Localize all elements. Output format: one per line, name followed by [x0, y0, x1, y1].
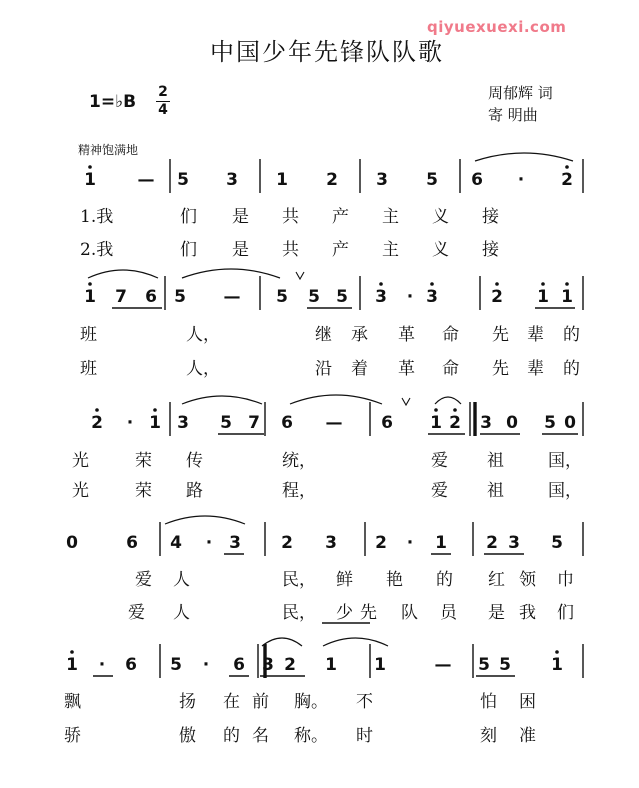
- note-r2-13: 5: [544, 413, 556, 433]
- note-r2-8: 6: [381, 413, 393, 433]
- note-r1-9: ·: [406, 287, 414, 307]
- slur-r2-2: [435, 397, 461, 404]
- lyric-v1-r1-7: 辈: [527, 325, 544, 345]
- note-r1-8: 3: [375, 287, 387, 307]
- note-r0-5: 2: [326, 170, 338, 190]
- note-r1-10: 3: [426, 287, 438, 307]
- lyric-v1-r2-6: 国，: [548, 451, 582, 471]
- note-r3-0: 0: [66, 533, 78, 553]
- lyric-v2-r0-0: 2.我: [80, 240, 114, 260]
- lyric-v1-r3-6: 红: [488, 570, 505, 590]
- note-r3-8: ·: [406, 533, 414, 553]
- lyric-v2-r2-1: 荣: [135, 481, 152, 501]
- note-r3-4: 3: [229, 533, 241, 553]
- lyric-v1-r1-6: 先: [492, 325, 509, 345]
- lyric-v2-r0-1: 们: [180, 240, 197, 260]
- slur-r3-0: [165, 516, 245, 524]
- lyric-v2-r3-6: 员: [440, 603, 457, 623]
- note-r2-11: 3: [480, 413, 492, 433]
- note-r0-6: 3: [376, 170, 388, 190]
- note-r3-5: 2: [281, 533, 293, 553]
- octave-dot-r4-13: [555, 650, 559, 654]
- lyric-v2-r3-3: 少: [336, 603, 353, 623]
- note-r3-6: 3: [325, 533, 337, 553]
- note-r1-13: 1: [561, 287, 573, 307]
- time-top: 2: [158, 84, 168, 100]
- lyric-v2-r1-6: 先: [492, 359, 509, 379]
- octave-dot-r0-0: [88, 165, 92, 169]
- note-r4-3: 5: [170, 655, 182, 675]
- note-r4-4: ·: [202, 655, 210, 675]
- note-r0-4: 1: [276, 170, 288, 190]
- note-r3-11: 3: [508, 533, 520, 553]
- lyric-v1-r0-6: 义: [432, 207, 449, 227]
- lyric-v1-r2-5: 祖: [487, 451, 504, 471]
- note-r4-0: 1: [66, 655, 78, 675]
- lyric-v2-r2-4: 爱: [431, 481, 448, 501]
- note-r2-7: —: [325, 413, 343, 433]
- lyric-v2-r3-0: 爱: [128, 603, 145, 623]
- lyric-v2-r0-4: 产: [332, 240, 349, 260]
- lyric-v2-r1-7: 辈: [527, 359, 544, 379]
- lyric-v2-r0-6: 义: [432, 240, 449, 260]
- lyric-v2-r2-2: 路: [186, 481, 203, 501]
- note-r1-0: 1: [84, 287, 96, 307]
- note-r1-7: 5: [336, 287, 348, 307]
- lyric-v2-r3-5: 队: [401, 603, 418, 623]
- note-r0-10: 2: [561, 170, 573, 190]
- lyric-v1-r3-3: 鲜: [336, 570, 353, 590]
- lyric-v2-r1-0: 班: [80, 359, 97, 379]
- lyric-v2-r4-5: 时: [356, 726, 373, 746]
- octave-dot-r1-12: [541, 282, 545, 286]
- slur-r2-0: [182, 396, 262, 404]
- lyric-v2-r4-0: 骄: [64, 726, 81, 746]
- lyric-v1-r4-4: 胸。: [294, 692, 328, 712]
- note-r2-6: 6: [281, 413, 293, 433]
- lyric-v2-r2-3: 程，: [282, 481, 316, 501]
- note-r1-4: —: [223, 287, 241, 307]
- lyric-v1-r2-2: 传: [186, 451, 203, 471]
- lyric-v2-r2-6: 国，: [548, 481, 582, 501]
- lyric-v2-r4-7: 准: [519, 726, 536, 746]
- octave-dot-r1-13: [565, 282, 569, 286]
- lyric-v1-r3-8: 巾: [557, 570, 574, 590]
- lyric-v1-r1-0: 班: [80, 325, 97, 345]
- note-r2-12: 0: [506, 413, 518, 433]
- lyricist: 周郁辉 词: [488, 84, 553, 102]
- note-r2-3: 3: [177, 413, 189, 433]
- lyric-v2-r3-2: 民，: [282, 603, 316, 623]
- lyric-v1-r3-0: 爱: [135, 570, 152, 590]
- note-r3-1: 6: [126, 533, 138, 553]
- note-r4-9: 1: [374, 655, 386, 675]
- breath-mark-r1-0: [296, 272, 304, 279]
- lyric-v1-r2-3: 统，: [282, 451, 316, 471]
- note-r2-0: 2: [91, 413, 103, 433]
- lyric-v1-r4-7: 困: [519, 692, 536, 712]
- note-r4-11: 5: [478, 655, 490, 675]
- lyric-v1-r1-4: 革: [398, 325, 415, 345]
- lyric-v1-r0-2: 是: [232, 207, 249, 227]
- note-r0-7: 5: [426, 170, 438, 190]
- note-r0-3: 3: [226, 170, 238, 190]
- slur-r2-1: [290, 395, 382, 404]
- lyric-v2-r1-8: 的: [563, 359, 580, 379]
- note-r4-1: ·: [98, 655, 106, 675]
- time-bottom: 4: [156, 101, 170, 119]
- note-r0-1: —: [137, 170, 155, 190]
- lyric-v1-r3-7: 领: [519, 570, 536, 590]
- lyric-v2-r4-2: 的: [223, 726, 240, 746]
- note-r2-5: 7: [248, 413, 260, 433]
- note-r2-9: 1: [430, 413, 442, 433]
- lyric-v2-r0-3: 共: [282, 240, 299, 260]
- lyric-v1-r4-2: 在: [223, 692, 240, 712]
- slur-r4-1: [323, 638, 388, 646]
- lyric-v1-r4-3: 前: [252, 692, 269, 712]
- lyric-v1-r2-1: 荣: [135, 451, 152, 471]
- lyric-v2-r0-5: 主: [382, 240, 399, 260]
- note-r2-1: ·: [126, 413, 134, 433]
- note-r3-10: 2: [486, 533, 498, 553]
- lyric-v1-r0-1: 们: [180, 207, 197, 227]
- lyric-v1-r4-5: 不: [356, 692, 373, 712]
- lyric-v2-r4-3: 名: [252, 726, 269, 746]
- note-r0-9: ·: [517, 170, 525, 190]
- octave-dot-r0-10: [565, 165, 569, 169]
- note-r2-10: 2: [449, 413, 461, 433]
- note-r1-11: 2: [491, 287, 503, 307]
- lyric-v2-r1-3: 着: [351, 359, 368, 379]
- lyric-v2-r4-1: 傲: [179, 726, 196, 746]
- note-r4-8: 1: [325, 655, 337, 675]
- octave-dot-r1-0: [88, 282, 92, 286]
- note-r3-3: ·: [205, 533, 213, 553]
- note-r1-5: 5: [276, 287, 288, 307]
- lyric-v1-r1-2: 继: [315, 325, 332, 345]
- slur-r4-0: [262, 638, 302, 646]
- note-r1-12: 1: [537, 287, 549, 307]
- note-r1-1: 7: [115, 287, 127, 307]
- lyric-v2-r1-2: 沿: [315, 359, 332, 379]
- note-r2-2: 1: [149, 413, 161, 433]
- octave-dot-r2-2: [153, 408, 157, 412]
- note-r4-13: 1: [551, 655, 563, 675]
- lyric-v1-r0-0: 1.我: [80, 207, 114, 227]
- lyric-v2-r2-0: 光: [72, 481, 89, 501]
- note-r2-4: 5: [220, 413, 232, 433]
- lyric-v1-r0-5: 主: [382, 207, 399, 227]
- lyric-v1-r0-7: 接: [482, 207, 499, 227]
- lyric-v1-r0-3: 共: [282, 207, 299, 227]
- lyric-v2-r0-2: 是: [232, 240, 249, 260]
- lyric-v2-r3-8: 我: [519, 603, 536, 623]
- note-r0-0: 1: [84, 170, 96, 190]
- note-r3-2: 4: [170, 533, 182, 553]
- lyric-v1-r4-0: 飘: [64, 692, 81, 712]
- key-signature: 1=♭B: [89, 92, 137, 112]
- lyric-v1-r1-8: 的: [563, 325, 580, 345]
- note-r2-14: 0: [564, 413, 576, 433]
- note-r4-6: 3: [262, 655, 274, 675]
- lyric-v2-r3-9: 们: [557, 603, 574, 623]
- lyric-v2-r1-5: 命: [442, 359, 459, 379]
- note-r4-7: 2: [284, 655, 296, 675]
- lyric-v2-r0-7: 接: [482, 240, 499, 260]
- lyric-v1-r0-4: 产: [332, 207, 349, 227]
- octave-dot-r4-0: [70, 650, 74, 654]
- lyric-v1-r1-5: 命: [442, 325, 459, 345]
- note-r4-5: 6: [233, 655, 245, 675]
- note-r4-10: —: [434, 655, 452, 675]
- note-r0-8: 6: [471, 170, 483, 190]
- note-r4-12: 5: [499, 655, 511, 675]
- lyric-v1-r1-1: 人，: [186, 325, 220, 345]
- octave-dot-r2-10: [453, 408, 457, 412]
- lyric-v2-r3-1: 人: [173, 603, 190, 623]
- lyric-v2-r2-5: 祖: [487, 481, 504, 501]
- note-r3-9: 1: [435, 533, 447, 553]
- slur-r1-1: [182, 269, 280, 278]
- lyric-v1-r3-2: 民，: [282, 570, 316, 590]
- lyric-v2-r4-4: 称。: [294, 726, 328, 746]
- lyric-v1-r3-1: 人: [173, 570, 190, 590]
- note-r0-2: 5: [177, 170, 189, 190]
- note-r3-7: 2: [375, 533, 387, 553]
- octave-dot-r1-11: [495, 282, 499, 286]
- lyric-v1-r2-0: 光: [72, 451, 89, 471]
- lyric-v1-r4-6: 怕: [480, 692, 497, 712]
- song-title: 中国少年先锋队队歌: [210, 38, 444, 66]
- octave-dot-r2-9: [434, 408, 438, 412]
- lyric-v2-r1-4: 革: [398, 359, 415, 379]
- octave-dot-r2-0: [95, 408, 99, 412]
- lyric-v1-r2-4: 爱: [431, 451, 448, 471]
- lyric-v2-r1-1: 人，: [186, 359, 220, 379]
- tempo-marking: 精神饱满地: [78, 143, 139, 157]
- lyric-v2-r3-7: 是: [488, 603, 505, 623]
- lyric-v1-r3-5: 的: [436, 570, 453, 590]
- lyric-v2-r4-6: 刻: [480, 726, 497, 746]
- note-r1-3: 5: [174, 287, 186, 307]
- composer: 寄 明曲: [488, 106, 538, 124]
- octave-dot-r1-10: [430, 282, 434, 286]
- slur-r1-0: [88, 270, 158, 278]
- note-r3-12: 5: [551, 533, 563, 553]
- lyric-v1-r3-4: 艳: [386, 570, 403, 590]
- octave-dot-r1-8: [379, 282, 383, 286]
- breath-mark-r2-0: [402, 398, 410, 405]
- slur-r0-0: [475, 153, 573, 161]
- lyric-v1-r1-3: 承: [351, 325, 368, 345]
- note-r4-2: 6: [125, 655, 137, 675]
- note-r1-2: 6: [145, 287, 157, 307]
- lyric-v2-r3-4: 先: [360, 603, 377, 623]
- lyric-v1-r4-1: 扬: [179, 692, 196, 712]
- site-watermark: qiyuexuexi.com: [427, 18, 567, 36]
- note-r1-6: 5: [308, 287, 320, 307]
